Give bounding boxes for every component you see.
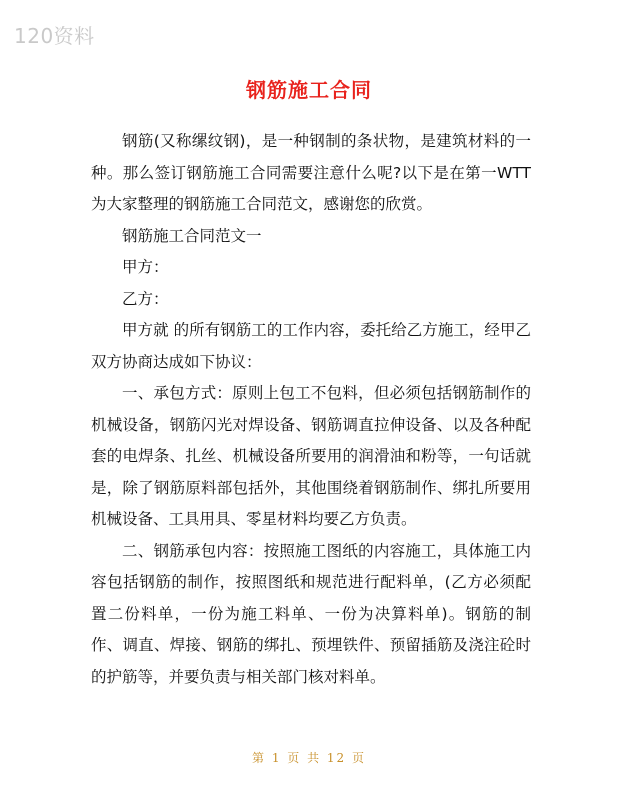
document-body: [91, 126, 531, 693]
paragraph-contract-content: 二、钢筋承包内容：按照施工图纸的内容施工，具体施工内容包括钢筋的制作，按照图纸和规范进行配料单，(乙方必须配置二份料单，一份为施工料单、一份为决算料单)。钢筋的制作、调直、焊接、钢筋的绑扎、预埋铁件、预留插筋及浇注砼时的护筋等，并要负责与相关部门核对料单。: [91, 541, 531, 686]
paragraph-party-b: 乙方：: [122, 289, 169, 308]
paragraph-contract-method: 一、承包方式：原则上包工不包料，但必须包括钢筋制作的机械设备，钢筋闪光对焊设备、钢筋调直拉伸设备、以及各种配套的电焊条、扎丝、机械设备所要用的润滑油和粉等，一句话就是，除了钢筋原料部包括外，其他围绕着钢筋制作、绑扎所要用机械设备、工具用具、零星材料均要乙方负责。: [91, 384, 531, 528]
paragraph-intro: 钢筋(又称缧纹钢)，是一种钢制的条状物，是建筑材料的一种。那么签订钢筋施工合同需要注意什么呢?以下是在第一WTT为大家整理的钢筋施工合同范文，感谢您的欣赏。: [91, 132, 531, 213]
page-number-footer: 第 1 页 共 12 页: [252, 751, 366, 765]
paragraph-agreement: 甲方就 的所有钢筋工的工作内容，委托给乙方施工，经甲乙双方协商达成如下协议：: [91, 321, 531, 371]
watermark-logo: 120资料: [14, 24, 95, 48]
paragraph-party-a: 甲方：: [122, 258, 169, 276]
paragraph-subtitle: 钢筋施工合同范文一: [122, 226, 262, 245]
page-title: 钢筋施工合同: [246, 78, 372, 102]
